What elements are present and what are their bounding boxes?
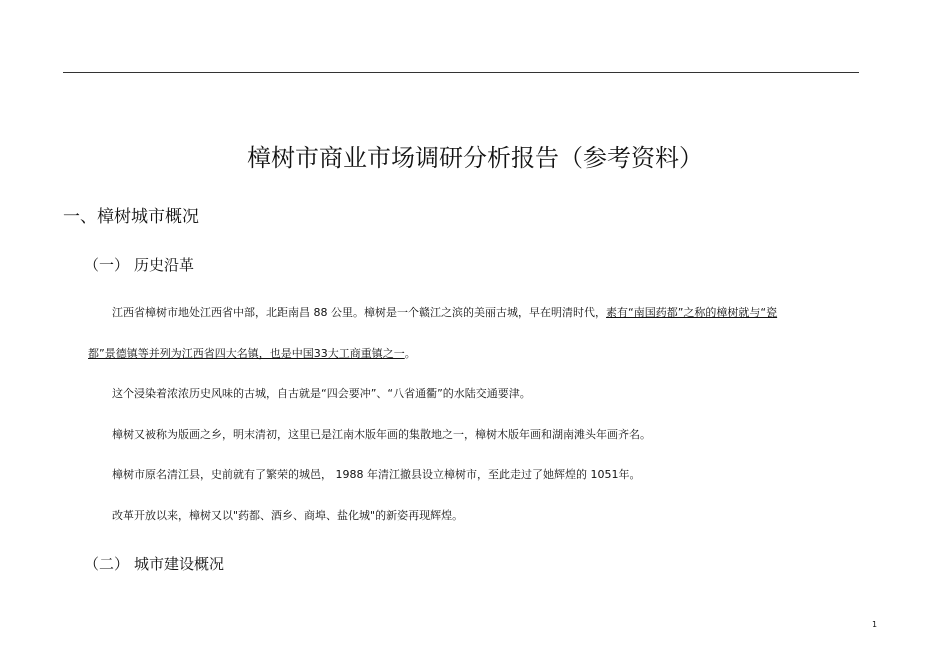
paragraph-text: 。 <box>404 347 416 360</box>
paragraph-text: 江西省樟树市地处江西省中部，北距南昌 88 公里。樟树是一个赣江之滨的美丽古城，早在明清时代， <box>112 306 606 319</box>
paragraph-transport-hub: 这个浸染着浓浓历史风味的古城，自古就是“四会要冲”、“八省通衢”的水陆交通要津。 <box>112 387 531 400</box>
document-title: 樟树市商业市场调研分析报告（参考资料） <box>247 144 703 172</box>
subsection-label: 历史沿革 <box>134 256 195 274</box>
page-number: 1 <box>872 620 878 629</box>
subsection-label: 城市建设概况 <box>134 555 225 573</box>
paragraph-location-line-1 <box>112 305 777 321</box>
paragraph-reform-era: 改革开放以来，樟树又以"药都、酒乡、商埠、盐化城"的新姿再现辉煌。 <box>112 509 464 522</box>
subsection-heading-city-construction <box>84 553 224 575</box>
paragraph-location-line-2 <box>88 346 416 362</box>
subsection-number: （二） <box>84 555 130 573</box>
header-rule <box>63 72 859 73</box>
underlined-text: 都”景德镇等并列为江西省四大名镇，也是中国33大工商重镇之一 <box>88 347 405 360</box>
underlined-text: 素有“南国药都”之称的樟树就与“瓷 <box>606 306 778 319</box>
section-heading-overview: 一、樟树城市概况 <box>63 207 199 227</box>
subsection-number: （一） <box>84 256 130 274</box>
paragraph-city-history: 樟树市原名清江县，史前就有了繁荣的城邑， 1988 年清江撤县设立樟树市，至此走过了她辉煌的 1051年。 <box>112 468 641 481</box>
paragraph-woodblock-prints: 樟树又被称为版画之乡，明末清初，这里已是江南木版年画的集散地之一，樟树木版年画和湖南滩头年画齐名。 <box>112 428 651 441</box>
subsection-heading-history <box>84 254 194 276</box>
